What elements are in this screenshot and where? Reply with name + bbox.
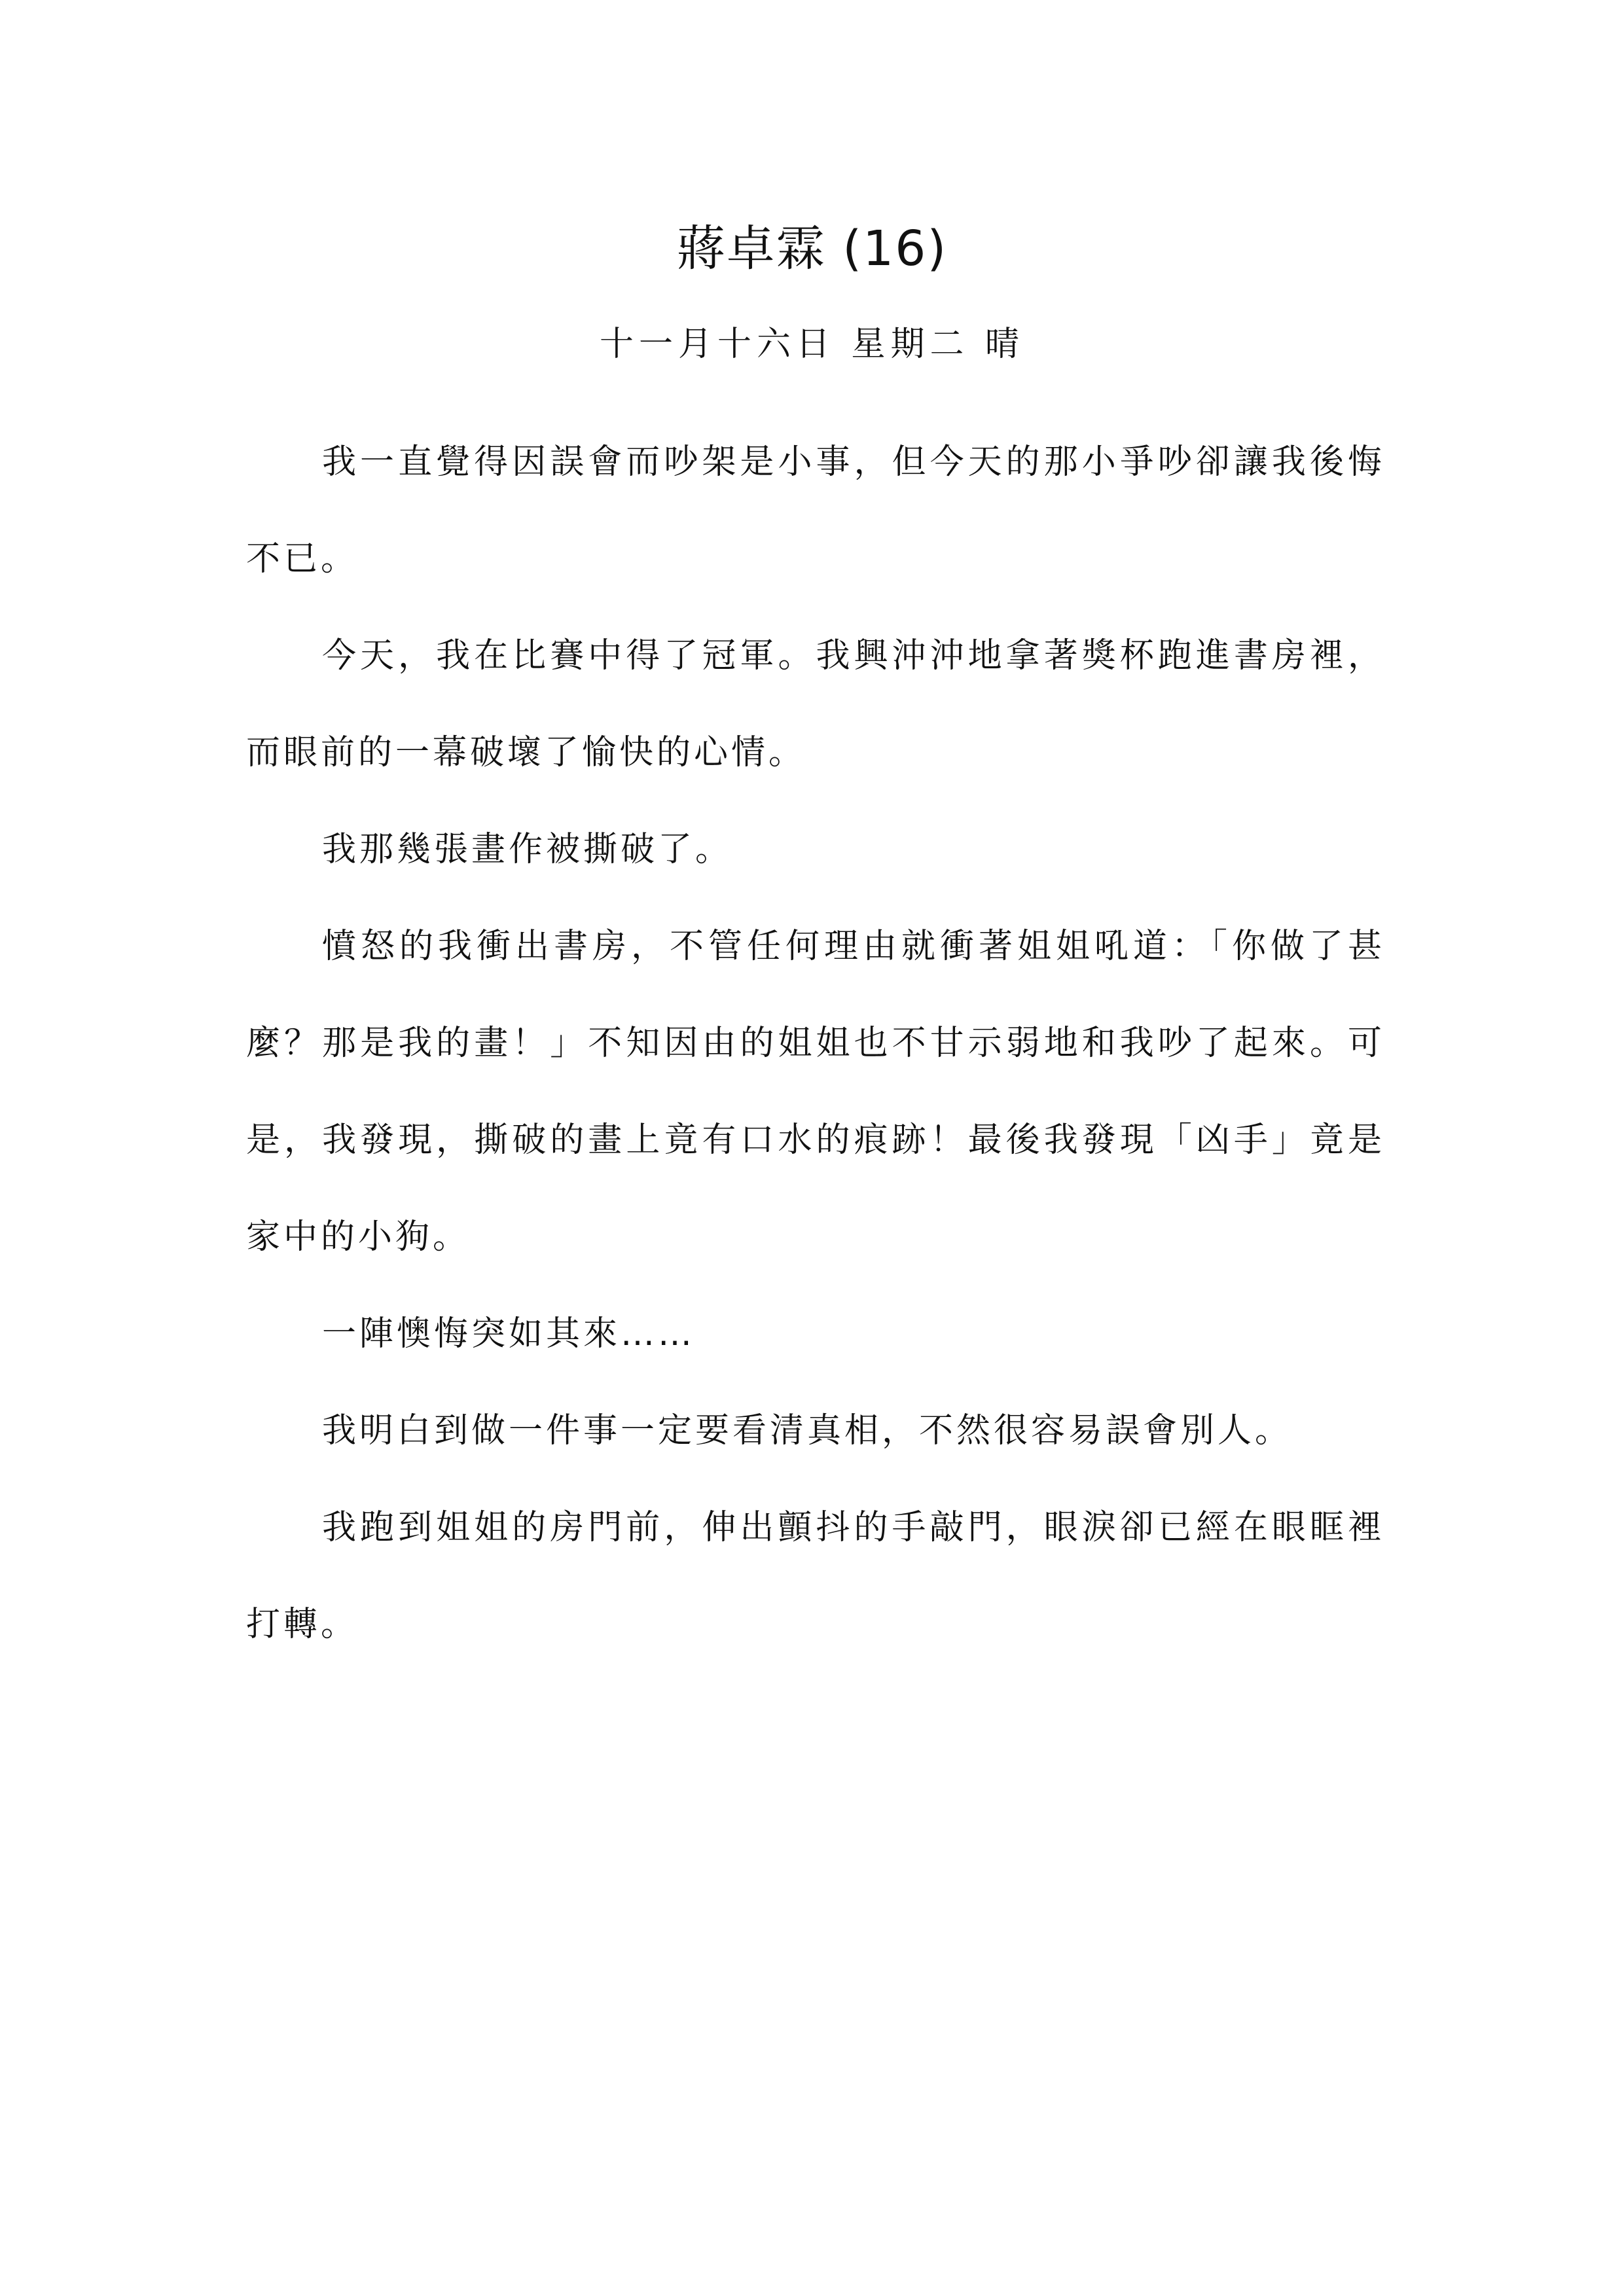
paragraph-4: 憤怒的我衝出書房，不管任何理由就衝著姐姐吼道：「你做了甚麼？那是我的畫！」不知因由的姐姐也不甘示弱地和我吵了起來。可是，我發現，撕破的畫上竟有口水的痕跡！最後我發現「凶手」竟是家中的小狗。 <box>246 927 1385 1257</box>
paragraph-7: 我跑到姐姐的房門前，伸出顫抖的手敲門，眼淚卻已經在眼眶裡打轉。 <box>246 1508 1385 1644</box>
date-weather-line: 十一月十六日 星期二 晴 <box>599 325 1025 364</box>
diary-body <box>246 414 1385 1673</box>
paragraph-6: 我明白到做一件事一定要看清真相，不然很容易誤會別人。 <box>322 1411 1293 1450</box>
paragraph-2: 今天，我在比賽中得了冠軍。我興沖沖地拿著獎杯跑進書房裡，而眼前的一幕破壞了愉快的心情。 <box>246 636 1385 772</box>
paragraph-1: 我一直覺得因誤會而吵架是小事，但今天的那小爭吵卻讓我後悔不已。 <box>246 442 1385 579</box>
paragraph-5: 一陣懊悔突如其來…… <box>322 1314 696 1354</box>
page-title: 蔣卓霖 (16) <box>676 221 948 277</box>
paragraph-3: 我那幾張畫作被撕破了。 <box>322 830 733 869</box>
